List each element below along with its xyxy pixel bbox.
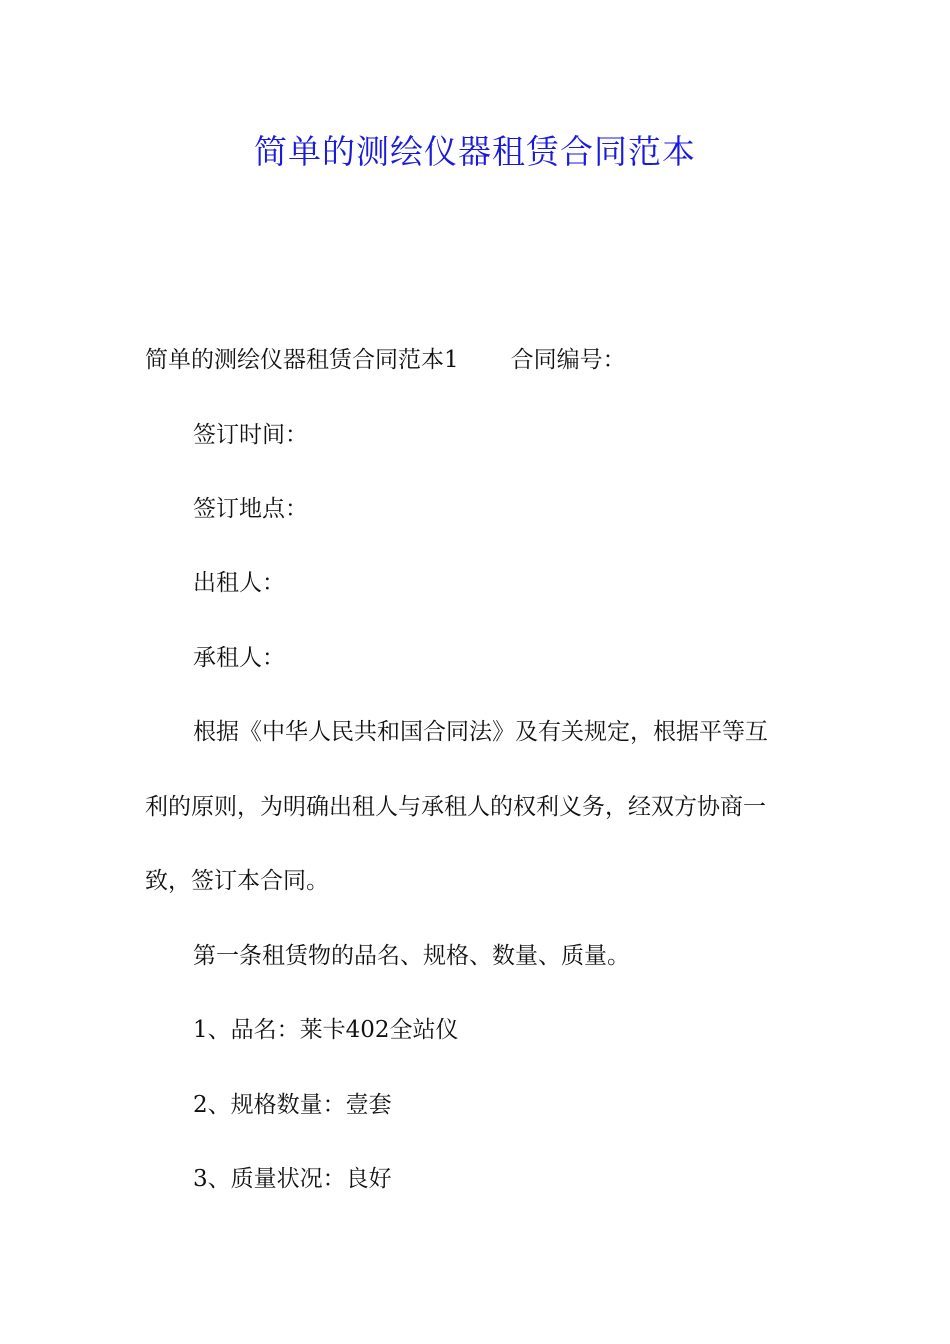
- document-title: 简单的测绘仪器租赁合同范本: [254, 132, 696, 171]
- sign-place-field: 签订地点：: [193, 496, 308, 522]
- sign-time-field: 签订时间：: [193, 422, 308, 448]
- lessee-field: 承租人：: [193, 645, 285, 671]
- contract-subtitle: 简单的测绘仪器租赁合同范本1: [145, 347, 459, 373]
- article-1-item-3: 3、质量状况：良好: [193, 1166, 392, 1192]
- article-1-item-2: 2、规格数量：壹套: [193, 1092, 392, 1118]
- preamble-line-2: 利的原则，为明确出租人与承租人的权利义务，经双方协商一: [145, 794, 766, 820]
- preamble-line-3: 致，签订本合同。: [145, 868, 329, 894]
- article-1-heading: 第一条租赁物的品名、规格、数量、质量。: [193, 943, 630, 969]
- contract-number-label: 合同编号：: [510, 347, 626, 373]
- article-1-item-1: 1、品名：莱卡402全站仪: [193, 1017, 459, 1043]
- lessor-field: 出租人：: [193, 570, 285, 596]
- heading-line: [145, 343, 626, 377]
- preamble-line-1: 根据《中华人民共和国合同法》及有关规定，根据平等互: [193, 719, 768, 745]
